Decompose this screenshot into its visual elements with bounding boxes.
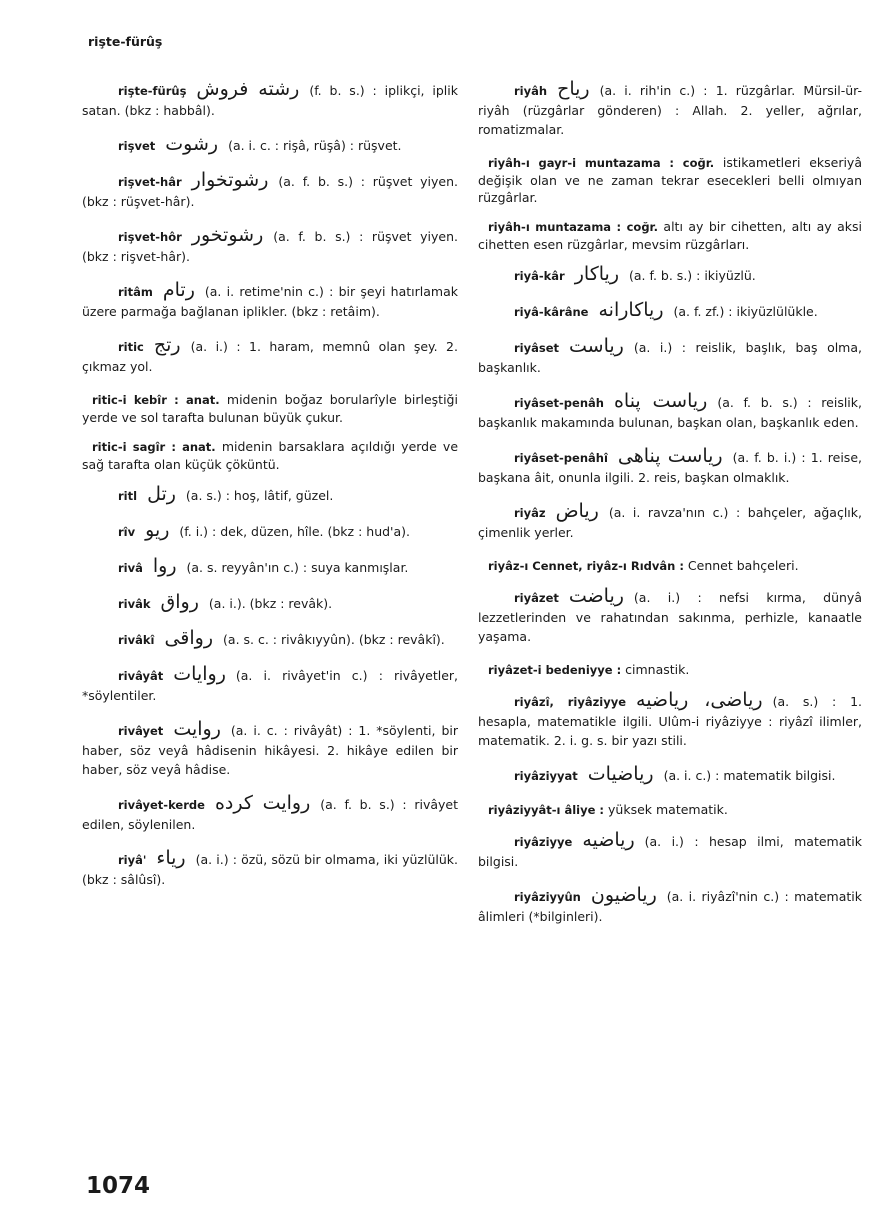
entry-arabic-script: روايت كرده [214, 792, 311, 814]
entry-arabic-script: رشوتخور [191, 224, 264, 246]
entry-definition: midenin barsaklara açıldığı yerde ve sağ tarafta olan küçük çöküntü. [82, 439, 459, 472]
entry-definition: (a. f. b. s.) : ikiyüzlü. [629, 268, 756, 283]
dictionary-entry [82, 593, 458, 614]
entry-definition: (a. i. c.) : matematik bilgisi. [663, 768, 836, 783]
entry-arabic-script: رياضيات [587, 763, 654, 785]
entry-arabic-script: رياضى، رياضيه [636, 689, 763, 711]
entry-headword: riyâset-penâh [514, 396, 604, 410]
entry-headword: ritic-i kebîr : anat. [92, 393, 220, 407]
dictionary-entry [478, 587, 862, 646]
entry-arabic-script: رياضيون [590, 884, 657, 906]
entry-definition: (f. i.) : dek, düzen, hîle. (bkz : hud'a). [179, 524, 410, 539]
entry-definition: (a. f. b. s.) : reislik, başkanlık makamında bulunan, başkan olan, başkanlık eden. [478, 395, 862, 430]
entry-headword: riyâziyyat [514, 769, 578, 783]
entry-arabic-script: رتج [153, 334, 181, 356]
dictionary-entry [478, 154, 862, 206]
entry-definition: altı ay bir cihetten, altı ay aksi cihetten esen rüzgârlar, mevsim rüzgârları. [478, 219, 862, 252]
entry-definition: (a. f. zf.) : ikiyüzlülükle. [673, 304, 818, 319]
entry-headword: rivâyât [118, 669, 164, 683]
dictionary-entry [478, 765, 862, 786]
dictionary-entry [478, 801, 862, 819]
entry-headword: ritl [118, 489, 138, 503]
page-number: 1074 [86, 1173, 151, 1199]
entry-definition: (a. f. b. s.) : rüşvet yiyen. (bkz : rişvet-hâr). [82, 229, 458, 264]
entry-arabic-script: رتام [162, 279, 195, 301]
entry-definition: cimnastik. [625, 662, 690, 677]
entry-headword: rivâkî [118, 633, 155, 647]
entry-headword: riyâh-ı muntazama : coğr. [488, 220, 658, 234]
entry-definition: (a. i.) : 1. haram, memnû olan şey. 2. çıkmaz yol. [82, 339, 458, 374]
entry-headword: ritic-i sagîr : anat. [92, 440, 216, 454]
entry-headword: ritic [118, 340, 144, 354]
entry-definition: (a. f. b. s.) : rivâyet edilen, söylenilen. [82, 797, 458, 832]
right-column [478, 80, 862, 941]
entry-definition: (a. i. riyâzî'nin c.) : matematik âlimleri (*bilginleri). [478, 889, 862, 924]
entry-arabic-script: رواق [160, 591, 199, 613]
entry-arabic-script: روا [152, 555, 177, 577]
entry-headword: riyâ' [118, 853, 147, 867]
entry-headword: rişvet [118, 139, 156, 153]
entry-definition: (a. i. c. : rişâ, rüşâ) : rüşvet. [228, 138, 402, 153]
entry-headword: riyâset [514, 341, 560, 355]
entry-arabic-script: رياست [569, 335, 624, 357]
entry-definition: istikametleri ekseriyâ değişik olan ve ne zaman tekrar esecekleri belli olmıyan rüzgârlar. [478, 155, 862, 205]
entry-headword: rivâ [118, 561, 143, 575]
entry-definition: (a. s.) : 1. hesapla, matematikle ilgili. Ulûm-i riyâziyye : riyâzî ilimler, matematik. 2. i. g. s. bir yazı stili. [478, 694, 862, 748]
entry-definition: midenin boğaz borularîyle birleştiği yerde ve sol tarafta bulunan büyük çukur. [82, 392, 458, 425]
entry-headword: rişte-fürûş [118, 84, 187, 98]
entry-headword: rişvet-hâr [118, 175, 182, 189]
entry-definition: (a. i. retime'nin c.) : bir şeyi hatırlamak üzere parmağa bağlanan iplikler. (bkz : retâim). [82, 284, 458, 319]
entry-arabic-script: رياح [557, 78, 590, 100]
dictionary-entry [82, 438, 458, 473]
entry-definition: (a. i. rih'in c.) : 1. rüzgârlar. Mürsil-ür-riyâh (rüzgârlar gönderen) : Allah. 2. yeller, ağrılar, romatizmalar. [478, 83, 862, 137]
entry-headword: rivâyet-kerde [118, 798, 205, 812]
dictionary-entry [82, 281, 458, 321]
dictionary-entry [82, 849, 458, 889]
entry-headword: rîv [118, 525, 136, 539]
running-head: rişte-fürûş [88, 34, 163, 49]
dictionary-entry [478, 661, 862, 679]
entry-headword: riyâziyyûn [514, 890, 581, 904]
entry-arabic-script: رشوت [165, 133, 219, 155]
entry-headword: riyâ-kâr [514, 269, 565, 283]
dictionary-entry [478, 265, 862, 286]
entry-headword: ritâm [118, 285, 153, 299]
entry-headword: riyâh-ı gayr-i muntazama : coğr. [488, 156, 715, 170]
entry-arabic-script: رواقى [164, 627, 214, 649]
dictionary-entry [478, 557, 862, 575]
dictionary-entry [478, 886, 862, 926]
entry-arabic-script: رشوتخوار [191, 169, 269, 191]
dictionary-entry [82, 665, 458, 705]
dictionary-entry [82, 557, 458, 578]
left-column [82, 80, 458, 904]
dictionary-entry [82, 720, 458, 779]
entry-definition: (f. b. s.) : iplikçi, iplik satan. (bkz : habbâl). [82, 83, 458, 118]
entry-headword: riyâset-penâhî [514, 451, 608, 465]
entry-definition: (a. f. b. i.) : 1. reise, başkana âit, onunla ilgili. 2. reis, başkan olmaklık. [478, 450, 862, 485]
dictionary-entry [82, 80, 458, 120]
entry-definition: (a. i. ravza'nın c.) : bahçeler, ağaçlık, çimenlik yerler. [478, 505, 862, 540]
dictionary-entry [478, 502, 862, 542]
entry-definition: Cennet bahçeleri. [687, 558, 799, 573]
entry-definition: (a. i.) : reislik, başlık, baş olma, başkanlık. [478, 340, 862, 375]
entry-arabic-script: رياضيه [582, 829, 635, 851]
entry-arabic-script: رتل [147, 483, 176, 505]
dictionary-entry [478, 301, 862, 322]
dictionary-entry [82, 336, 458, 376]
dictionary-entry [478, 218, 862, 253]
entry-arabic-script: رياكار [574, 263, 619, 285]
dictionary-entry [478, 691, 862, 750]
entry-definition: (a. i. rivâyet'in c.) : rivâyetler, *söylentiler. [82, 668, 458, 703]
entry-definition: (a. i. c. : rivâyât) : 1. *söylenti, bir haber, söz veyâ hâdisenin hikâyesi. 2. hikâye edilen bir haber, söz veyâ hâdise. [82, 723, 458, 777]
entry-definition: (a. i.) : nefsi kırma, dünyâ lezzetlerinden ve rahatından sakınma, perhizle, kanaatle yaşama. [478, 590, 862, 644]
entry-headword: rivâk [118, 597, 151, 611]
entry-headword: riyâzet [514, 591, 559, 605]
entry-definition: (a. s.) : hoş, lâtif, güzel. [185, 488, 334, 503]
entry-headword: riyâh [514, 84, 548, 98]
entry-headword: riyâzet-i bedeniyye : [488, 663, 622, 677]
entry-headword: rivâyet [118, 724, 164, 738]
dictionary-entry [478, 80, 862, 139]
entry-arabic-script: رياست پناهى [617, 445, 723, 467]
entry-headword: rişvet-hôr [118, 230, 182, 244]
dictionary-entry [82, 391, 458, 426]
entry-headword: riyâzî, riyâziyye [514, 695, 627, 709]
dictionary-entry [478, 337, 862, 377]
entry-definition: (a. s. reyyân'ın c.) : suya kanmışlar. [186, 560, 409, 575]
dictionary-entry [478, 831, 862, 871]
dictionary-entry [478, 447, 862, 487]
entry-arabic-script: روايت [173, 718, 221, 740]
entry-definition: (a. i.) : özü, sözü bir olmama, iki yüzlülük. (bkz : sâlûsî). [82, 852, 458, 887]
dictionary-entry [82, 521, 458, 542]
entry-arabic-script: رياء [156, 847, 186, 869]
dictionary-entry [82, 629, 458, 650]
dictionary-entry [82, 135, 458, 156]
dictionary-entry [82, 794, 458, 834]
dictionary-entry [478, 392, 862, 432]
dictionary-entry [82, 171, 458, 211]
entry-headword: riyâziyye [514, 835, 573, 849]
entry-arabic-script: رياكارانه [598, 299, 664, 321]
entry-definition: (a. f. b. s.) : rüşvet yiyen. (bkz : rüşvet-hâr). [82, 174, 458, 209]
entry-definition: (a. s. c. : rivâkıyyûn). (bkz : revâkî). [223, 632, 445, 647]
entry-arabic-script: ريو [145, 519, 170, 541]
entry-headword: riyâz [514, 506, 546, 520]
entry-headword: riyâziyyât-ı âliye : [488, 803, 605, 817]
entry-arabic-script: رياض [555, 500, 599, 522]
dictionary-entry [82, 226, 458, 266]
dictionary-entry [82, 485, 458, 506]
entry-arabic-script: رياست پناه [613, 390, 708, 412]
entry-headword: riyâz-ı Cennet, riyâz-ı Rıdvân : [488, 559, 684, 573]
entry-definition: yüksek matematik. [608, 802, 728, 817]
entry-arabic-script: رياضت [568, 585, 624, 607]
entry-definition: (a. i.). (bkz : revâk). [208, 596, 333, 611]
entry-definition: (a. i.) : hesap ilmi, matematik bilgisi. [478, 834, 862, 869]
entry-arabic-script: روايات [173, 663, 226, 685]
entry-headword: riyâ-kârâne [514, 305, 589, 319]
entry-arabic-script: رشته فروش [196, 78, 300, 100]
